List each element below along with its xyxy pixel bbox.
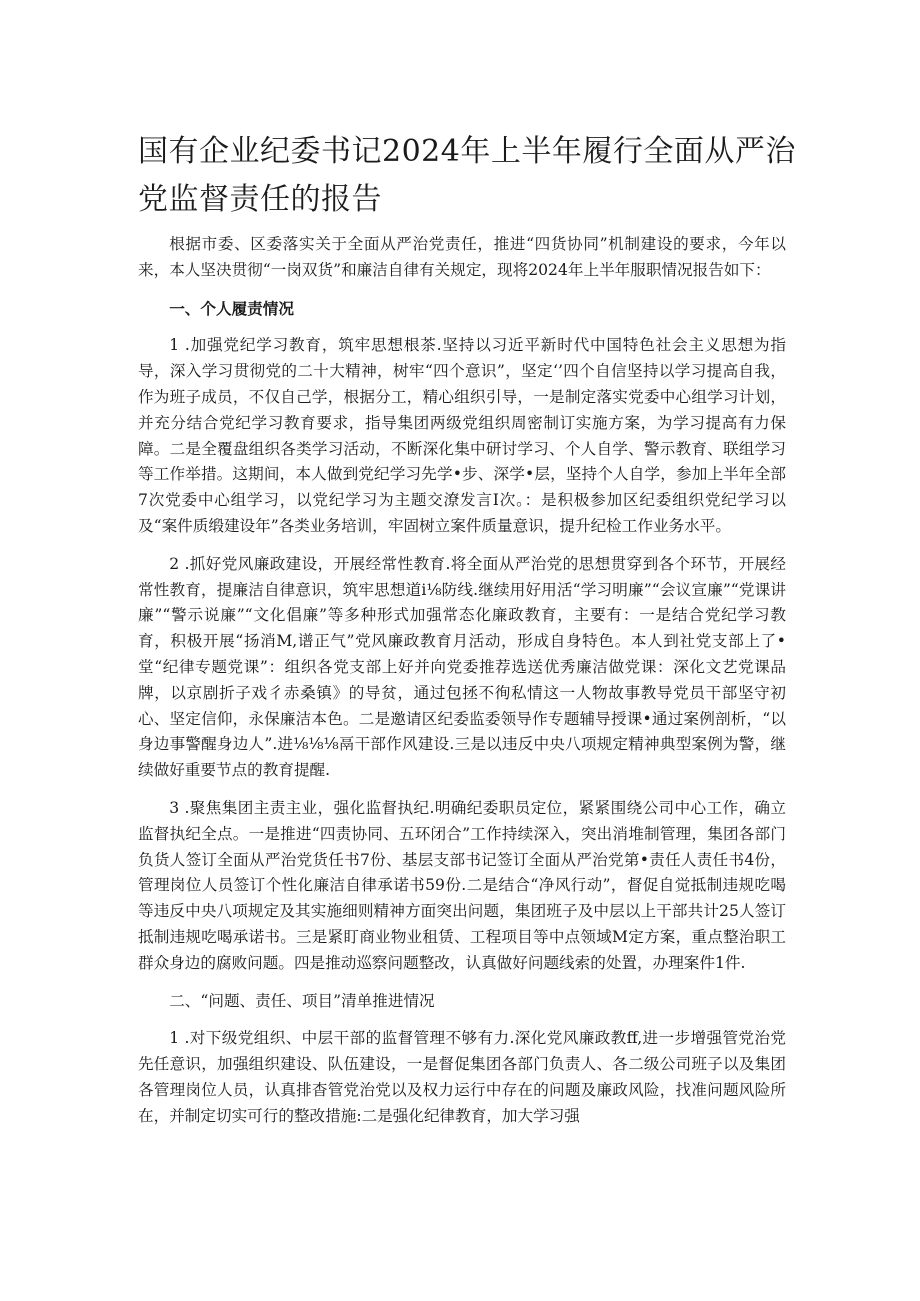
section-1-heading: 一、个人履责情况 — [169, 298, 294, 318]
intro-paragraph: 根据市委、区委落实关于全面从严治党责任，推进“四货协同”机制建设的要求，今年以来，本人坚决贯彻“一岗双货”和廉洁自律有关规定，现将2024年上半年服职情况报告如下： — [138, 235, 786, 279]
document-body — [138, 232, 786, 1142]
section-1-paragraph-1: 1 .加强党纪学习教育，筑牢思想根茶.坚持以习近平新时代中国特色社会主义思想为指导，深入学习贯彻党的二十大精神，树牢“四个意识”，坚定‘’四个自信坚持以学习提高自我，作为班子成员，不仅自己学，根据分工，精心组织引导，一是制定落实党委中心组学习计划，并充分结合党纪学习教育要求，指导集团两级党组织周密制订实施方案，为学习提高有力保障。二是全覆盘组织各类学习活动，不断深化集中研讨学习、个人自学、警示教育、联组学习等工作举措。这期间，本人做到党纪学习先学•步、深学•层，坚持个人自学，参加上半年全部7次党委中心组学习，以党纪学习为主题交潦发言I次。：是积极参加区纪委组织党纪学习以及“案件质缎建设年”各类业务培训，牢固树立案件质量意识，提升纪检工作业务水平。 — [138, 336, 786, 535]
section-1-paragraph-3: 3 .聚焦集团主责主业，强化监督执纪.明确纪委职员定位，紧紧围绕公司中心工作，确立监督执纪全点。一是推进“四责协同、五环闭合”工作持续深入，突出消堆制管理，集团各部门负货人签订全面从严治党货任书7份、基层支部书记签订全面从严治党第•责任人责任书4份，管理岗位人员签订个性化廉洁自律承诺书59份.二是结合“净风行动”，督促自觉抵制违规吃喝等违反中央八项规定及其实施细则精神方面突出问题，集团班子及中层以上干部共计25人签订抵制违规吃喝承诺书。三是紧盯商业物业租赁、工程项目等中点领域M定方案，重点整治职工群众身边的腐败问题。四是推动巡察问题整改，认真做好问题线索的处置，办理案件1件. — [138, 798, 786, 972]
document-title: 国有企业纪委书记2024年上半年履行全面从严治党监督责任的报告 — [138, 134, 796, 217]
section-2-paragraph-1: 1 .对下级党组织、中层干部的监督管理不够有力.深化党风廉政教ff,进一步增强管党治党先任意识，加强组织建设、队伍建设，一是督促集团各部门负责人、各二级公司班子以及集团各管理岗位人员，认真排杳管党治党以及权力运行中存在的问题及廉政风险，找准问题风险所在，并制定切实可行的整改措施:二是强化纪律教育，加大学习强 — [138, 1029, 786, 1125]
section-2-heading: 二、“问题、责任、项目”清单推进情况 — [169, 991, 435, 1010]
section-1-paragraph-2: 2 .抓好党风廉政建设，开展经常性教育.将全面从严治党的思想贯穿到各个环节，开展经常性教育，提廉洁自律意识，筑牢思想道i⅛防线.继续用好用活“学习明廉”“会议宣廉”“党课讲廉”“警示说廉”“文化倡廉”等多种形式加强常态化廉政教育，主要有：一是结合党纪学习教育，积极开展“扬消M,谱正气”党风廉政教育月活动，形成自身特色。本人到社党支部上了•堂“纪律专题党课”：组织各党支部上好并向党委推荐选送优秀廉洁做党课：深化文艺党课品牌，以京剧折子戏彳赤桑镇》的导贫，通过包拯不徇私情这一人物故事教导党员干部坚守初心、坚定信仰，永保廉洁本色。二是邀请区纪委监委领导作专题辅导授课•通过案例剖析，“以身边事警醒身边人”.进⅛⅛⅛鬲干部作风建设.三是以违反中央八项规定精神典型案例为警，继续做好重要节点的教育提醒. — [138, 554, 786, 780]
